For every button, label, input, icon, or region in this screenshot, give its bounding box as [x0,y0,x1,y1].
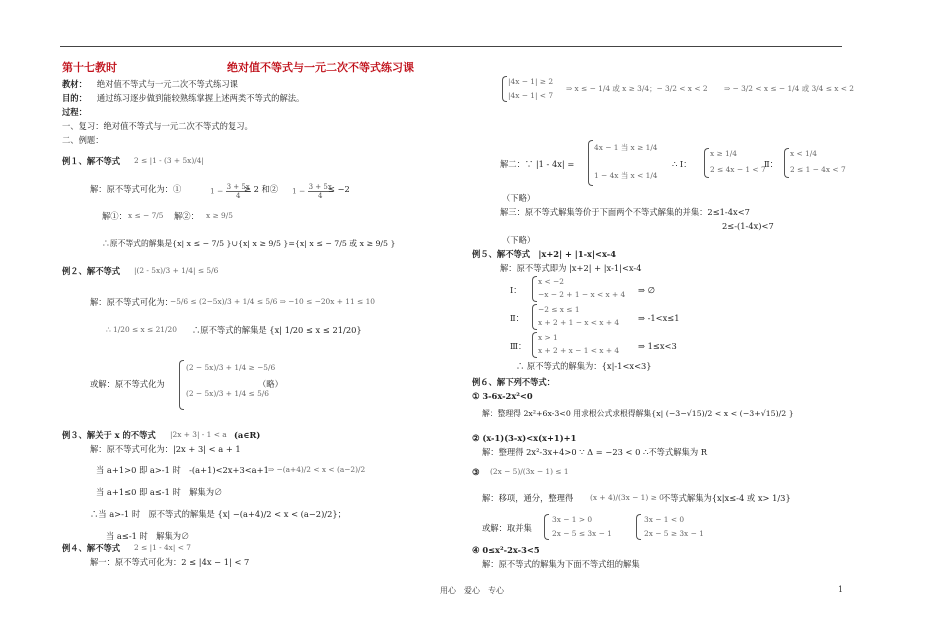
piecewise-2: 1 − 4x 当 x < 1/4 [594,171,658,180]
piecewise-1: 4x − 1 当 x ≥ 1/4 [594,143,658,152]
example-5-case1-result: ⇒ ∅ [638,285,655,295]
example-6-q3-alt-b2: 2x − 5 ≥ 3x − 1 [644,529,704,538]
example-1-expr: 2 ≤ |1 - (3 + 5x)/4| [134,156,204,165]
example-5-solution: 解：原不等式即为 |x+2| + |x-1|<x-4 [500,263,642,273]
example-6-q4-solution: 解：原不等式的解集为下面不等式组的解集 [482,559,640,569]
piecewise-brace [588,140,593,186]
case-ii-brace [784,148,789,178]
example-2-range: ∴ 1/20 ≤ x ≤ 21/20 [106,325,177,334]
example-6-q3-set: 不等式解集为{x|x≤-4 或 x> 1/3} [662,493,791,503]
example-5-conclusion: ∴ 原不等式的解集为：{x|-1<x<3} [516,361,652,371]
example-3-conclusion: ∴当 a>-1 时 原不等式的解集是 {x| −(a+4)/2 < x < (a−2)/2}； [90,509,346,519]
example-5-case2-brace [532,304,537,330]
example-3-title: 例３、解关于 x 的不等式 [62,430,156,440]
example-6-q4: ④ 0≤x²-2x-3<5 [472,545,540,555]
page-number: 1 [838,585,844,594]
example-3-conclusion-2: 当 a≤-1 时 解集为∅ [106,531,190,541]
system-line-2: |4x − 1| < 7 [508,91,554,100]
example-6-q3-brace-b [636,514,641,540]
example-3-expr: |2x + 3| - 1 < a [170,430,227,439]
example-6-title: 例６、解下列不等式： [472,377,555,387]
step-review: 一、复习：绝对值不等式与一元二次不等式的复习。 [62,121,253,131]
footer-slogan: 用心 爱心 专心 [440,586,504,595]
case-ii-label: Ⅱ： [764,159,778,169]
example-6-q3: ③ [472,467,480,477]
omit-1: （下略） [502,193,536,203]
jiaocai-text: 绝对值不等式与一元二次不等式练习课 [96,79,238,89]
example-4-expr: 2 ≤ |1 - 4x| < 7 [134,543,191,552]
example-5-case3-brace [532,332,537,358]
example-5-title: 例５、解不等式 |x+2| + |1-x|<x-4 [472,249,616,259]
example-5-case1-label: Ⅰ： [510,285,522,295]
jiaocai-label: 教材： [62,79,87,89]
example-3-condition: (a∈R) [234,430,261,440]
case-i-brace [704,148,709,178]
example-6-q1-solution: 解：整理得 2x²+6x-3<0 用求根公式求根得解集{x| (−3−√15)/2 < x < (−3+√15)/2 } [482,409,794,418]
mudi-label: 目的： [62,93,87,103]
system-result-1: ⇒ x ≤ − 1/4 或 x ≥ 3/4；− 3/2 < x < 2 [566,84,708,93]
example-5-case3-label: Ⅲ： [510,341,527,351]
example-5-case1-b: −x − 2 + 1 − x < x + 4 [538,290,626,299]
lesson-number: 第十七教时 [62,61,117,74]
example-2-expr: |(2 - 5x)/3 + 1/4| ≤ 5/6 [134,266,219,275]
example-5-case2-result: ⇒ -1<x≤1 [638,313,680,323]
example-5-case3-b: x + 2 + x − 1 < x + 4 [538,346,620,355]
system-result-2: ⇒ − 3/2 < x ≤ − 1/4 或 3/4 ≤ x < 2 [724,84,855,93]
example-2-title: 例２、解不等式 [62,266,121,276]
example-6-q3-expr: (2x − 5)/(3x − 1) ≤ 1 [490,467,569,476]
example-1-title: 例１、解不等式 [62,156,121,166]
example-3-case1: 当 a+1>0 即 a>-1 时 -(a+1)<2x+3<a+1 [96,465,269,475]
solution-2-label: 解二：∵ |1 - 4x| = [500,159,575,169]
example-5-case2-a: −2 ≤ x ≤ 1 [538,305,580,314]
example-2-solution: 解：原不等式可化为： [90,297,173,307]
example-3-solution: 解：原不等式可化为：|2x + 3| < a + 1 [90,444,241,454]
example-5-case1-a: x < −2 [538,277,564,286]
omit-2: （下略） [502,235,536,245]
solution-3-b: 2≤-(1-4x)<7 [722,221,774,231]
example-6-q3-alt-a2: 2x − 5 ≤ 3x − 1 [552,529,612,538]
example-3-case1-result: ⇒ −(a+4)/2 < x < (a−2)/2 [268,465,366,474]
example-2-brace [179,360,184,410]
case-i-label: ∴ Ⅰ： [672,159,692,169]
example-1-case1: ≥ 2 和② [244,184,279,194]
example-2-omit: （略） [258,379,283,389]
example-5-case2-b: x + 2 + 1 − x < x + 4 [538,318,620,327]
example-6-q1: ① 3-6x-2x²<0 [472,391,533,401]
guocheng-label: 过程： [62,107,87,117]
example-6-q2: ② (x-1)(3-x)<x(x+1)+1 [472,433,577,443]
example-2-chain: −5/6 ≤ (2−5x)/3 + 1/4 ≤ 5/6 ⇒ −10 ≤ −20x + 11 ≤ 10 [170,297,376,306]
example-1-solve2: 解②： [174,211,199,221]
case-i-b: 2 ≤ 4x − 1 < 7 [710,165,766,174]
example-6-q3-fraction: (x + 4)/(3x − 1) ≥ 0 [590,493,664,502]
step-examples: 二、例题： [62,135,104,145]
example-6-q3-solution: 解：移项，通分，整理得 [482,493,574,503]
example-4-title: 例４、解不等式 [62,543,121,553]
example-5-case3-a: x > 1 [538,333,558,342]
example-1-conclusion: ∴原不等式的解集是{x| x ≤ − 7/5 }∪{x| x ≥ 9/5 }={x| x ≤ − 7/5 或 x ≥ 9/5 } [102,239,396,248]
example-1-case2: ≤ −2 [328,184,350,194]
example-1-solve1: 解①： [102,211,127,221]
example-3-case2: 当 a+1≤0 即 a≤-1 时 解集为∅ [96,487,223,497]
example-1-result1: x ≤ − 7/5 [128,211,164,220]
solution-3: 解三：原不等式解集等价于下面两个不等式解集的并集：2≤1-4x<7 [500,207,750,217]
example-2-alt: 或解：原不等式化为 [90,379,165,389]
example-1-result2: x ≥ 9/5 [206,211,233,220]
example-6-q3-alt-a1: 3x − 1 > 0 [552,515,593,524]
example-5-case1-brace [532,276,537,302]
case-i-a: x ≥ 1/4 [710,149,737,158]
document-page: 第十七教时 绝对值不等式与一元二次不等式练习课 教材： 绝对值不等式与一元二次不等式练习课 目的： 通过练习逐步做到能较熟练掌握上述两类不等式的解法。 过程： 一、复习：绝对值不等式与一元二次不等式的复习。 二、例题： 例１、解不等式 2 ≤ |1 - (3 + 5x)/4| 解：原不等式可化为：① 1 − $\frac{3 + 5x}{4}$ ≥ 2 和② 1 − $\frac{3 + 5x}{4}$ ≤ −2 解①： x ≤ − 7/5 解②： x ≥ 9/5 ∴原不等式的解集是{x| x ≤ − 7/5 }∪{x| x ≥ 9/5 }={x| x ≤ − 7/5 或 x ≥ 9/5 } 例２、解不等式 |(2 - 5x)/3 + 1/4| ≤ 5/6 解：原不等式可化为： −5/6 ≤ (2−5x)/3 + 1/4 ≤ 5/6 ⇒ −10 ≤ −20x + 11 ≤ 10 ∴ 1/20 ≤ x ≤ 21/20 ∴原不等式的解集是 {x| 1/20 ≤ x ≤ 21/20} 或解：原不等式化为 (2 − 5x)/3 + 1/4 ≥ −5/6 (2 − 5x)/3 + 1/4 ≤ 5/6 （略） 例３、解关于 x 的不等式 |2x + 3| - 1 < a (a∈R) 解：原不等式可化为：|2x + 3| < a + 1 当 a+1>0 即 a>-1 时 -(a+1)<2x+3<a+1 ⇒ −(a+4)/2 < x < (a−2)/2 当 a+1≤0 即 a≤-1 时 解集为∅ ∴当 a>-1 时 原不等式的解集是 {x| −(a+4)/2 < x < (a−2)/2}； 当 a≤-1 时 解集为∅ 例４、解不等式 2 ≤ |1 - 4x| < 7 解一：原不等式可化为：2 ≤ |4x − 1| < 7 |4x − 1| ≥ 2 |4x − 1| < 7 ⇒ x ≤ − 1/4 或 x ≥ 3/4；− 3/2 < x < 2 ⇒ − 3/2 < x ≤ − 1/4 或 3/4 ≤ x < 2 解二：∵ |1 - 4x| = 4x − 1 当 x ≥ 1/4 1 − 4x 当 x < 1/4 ∴ Ⅰ： x ≥ 1/4 2 ≤ 4x − 1 < 7 Ⅱ： x < 1/4 2 ≤ 1 − 4x < 7 （下略） 解三：原不等式解集等价于下面两个不等式解集的并集：2≤1-4x<7 2≤-(1-4x)<7 （下略） 例５、解不等式 |x+2| + |1-x|<x-4 解：原不等式即为 |x+2| + |x-1|<x-4 Ⅰ： x < −2 −x − 2 + 1 − x < x + 4 ⇒ ∅ Ⅱ： −2 ≤ x ≤ 1 x + 2 + 1 − x < x + 4 ⇒ -1<x≤1 Ⅲ： x > 1 x + 2 + x − 1 < x + 4 ⇒ 1≤x<3 ∴ 原不等式的解集为：{x|-1<x<3} 例６、解下列不等式： ① 3-6x-2x²<0 解：整理得 2x²+6x-3<0 用求根公式求根得解集{x| (−3−√15)/2 < x < (−3+√15)/2 } ② (x-1)(3-x)<x(x+1)+1 解：整理得 2x²-3x+4>0 ∵ Δ = −23 < 0 ∴不等式解集为 R ③ (2x − 5)/(3x − 1) ≤ 1 解：移项，通分，整理得 (x + 4)/(3x − 1) ≥ 0 不等式解集为{x|x≤-4 或 x> 1/3} 或解：取并集 3x − 1 > 0 2x − 5 ≤ 3x − 1 3x − 1 < 0 2x − 5 ≥ 3x − 1 ④ 0≤x²-2x-3<5 解：原不等式的解集为下面不等式组的解集 用心 爱心 专心 1 [0,0,950,634]
mudi-text: 通过练习逐步做到能较熟练掌握上述两类不等式的解法。 [96,93,305,103]
example-6-q3-alt-b1: 3x − 1 < 0 [644,515,685,524]
example-6-q2-solution: 解：整理得 2x²-3x+4>0 ∵ Δ = −23 < 0 ∴不等式解集为 R [482,447,707,457]
example-6-q3-alt: 或解：取并集 [482,523,532,533]
example-1-solution: 解：原不等式可化为：① [90,184,182,194]
example-4-solution-1: 解一：原不等式可化为：2 ≤ |4x − 1| < 7 [90,557,250,567]
example-5-case2-label: Ⅱ： [510,313,524,323]
page-title: 绝对值不等式与一元二次不等式练习课 [227,61,414,74]
header-rule [60,46,842,47]
case-ii-a: x < 1/4 [790,149,817,158]
case-ii-b: 2 ≤ 1 − 4x < 7 [790,165,846,174]
system-brace [502,76,507,102]
example-6-q3-brace-a [544,514,549,540]
example-2-conclusion: ∴原不等式的解集是 {x| 1/20 ≤ x ≤ 21/20} [192,325,362,335]
system-line-1: |4x − 1| ≥ 2 [508,77,554,86]
example-5-case3-result: ⇒ 1≤x<3 [638,341,677,351]
